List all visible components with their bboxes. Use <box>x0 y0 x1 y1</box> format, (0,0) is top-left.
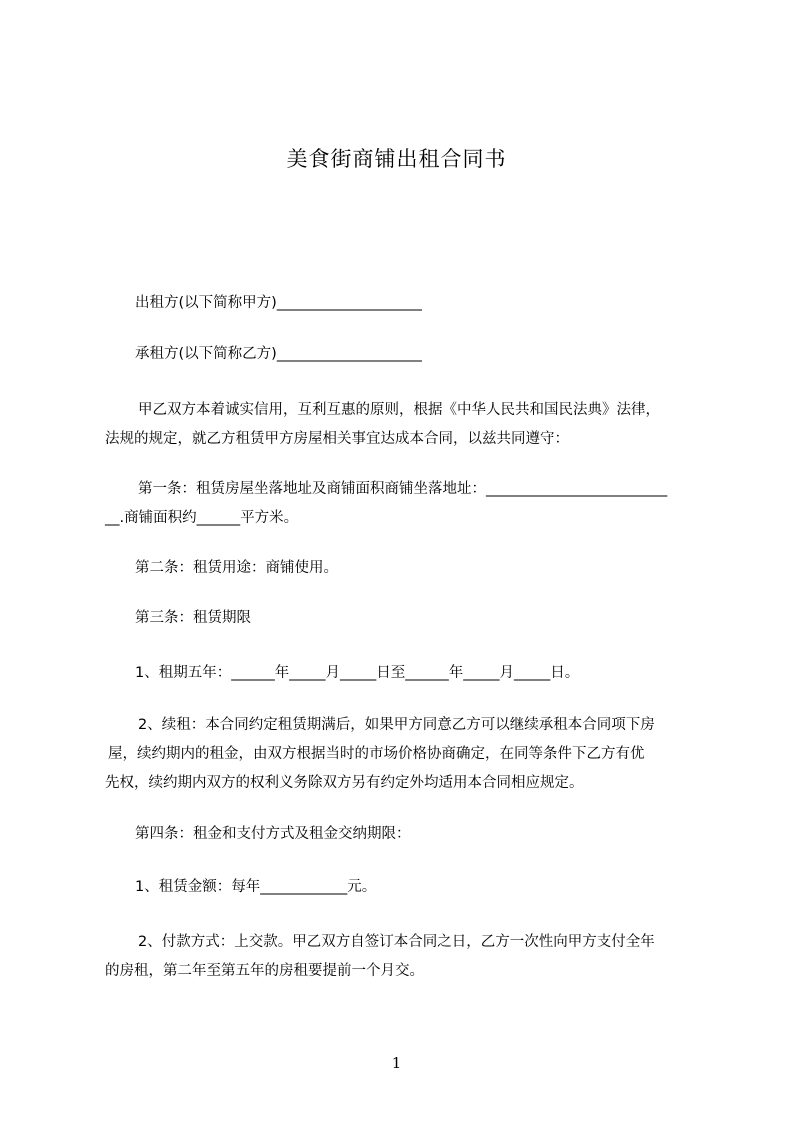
article-2-line <box>105 554 725 583</box>
article-2-text: 第二条：租赁用途：商铺使用。 <box>135 560 338 576</box>
term-2-line-2: 屋，续约期内的租金，由双方根据当时的市场价格协商确定，在同等条件下乙方有优 <box>108 746 645 762</box>
article-3-line <box>105 604 725 633</box>
term-2-paragraph <box>105 711 725 798</box>
term-1-line <box>105 659 725 688</box>
rent-2-line-2: 的房租，第二年至第五年的房租要提前一个月交。 <box>105 963 424 979</box>
term-2-line-3: 先权，续约期内双方的权利义务除双方另有约定外均适用本合同相应规定。 <box>105 775 584 791</box>
preamble-line-2: 法规的规定，就乙方租赁甲方房屋相关事宜达成本合同，以兹共同遵守： <box>105 431 569 447</box>
rent-1-line <box>105 873 725 902</box>
article-4-line <box>105 820 725 849</box>
term-2-line-1: 2、续租：本合同约定租赁期满后，如果甲方同意乙方可以继续承租本合同项下房 <box>138 717 655 733</box>
document-title: 美食街商铺出租合同书 <box>286 147 507 171</box>
preamble-line-1: 甲乙双方本着诚实信用，互利互惠的原则，根据《中华人民共和国民法典》法律， <box>138 402 660 418</box>
article-1-line-2: __.商铺面积约______平方米。 <box>105 510 299 526</box>
article-3-text: 第三条：租赁期限 <box>135 610 251 626</box>
rent-2-line-1: 2、付款方式：上交款。甲乙双方自签订本合同之日，乙方一次性向甲方支付全年 <box>138 934 655 950</box>
rent-1-text: 1、租赁金额：每年____________元。 <box>135 879 377 895</box>
party-a-line <box>105 289 725 318</box>
page-number: 1 <box>391 1054 402 1072</box>
party-b-text: 承租方(以下简称乙方)____________________ <box>135 346 422 362</box>
term-1-text: 1、租期五年：______年_____月_____日至______年_____月_____日。 <box>135 665 580 681</box>
article-4-text: 第四条：租金和支付方式及租金交纳期限： <box>135 826 411 842</box>
preamble-paragraph <box>105 396 725 454</box>
party-b-line <box>105 340 725 369</box>
article-1-line-1: 第一条：租赁房屋坐落地址及商铺面积商铺坐落地址：_________________________ <box>138 481 668 497</box>
rent-2-paragraph <box>105 928 725 986</box>
article-1-paragraph <box>105 475 725 533</box>
party-a-text: 出租方(以下简称甲方)____________________ <box>135 295 422 311</box>
